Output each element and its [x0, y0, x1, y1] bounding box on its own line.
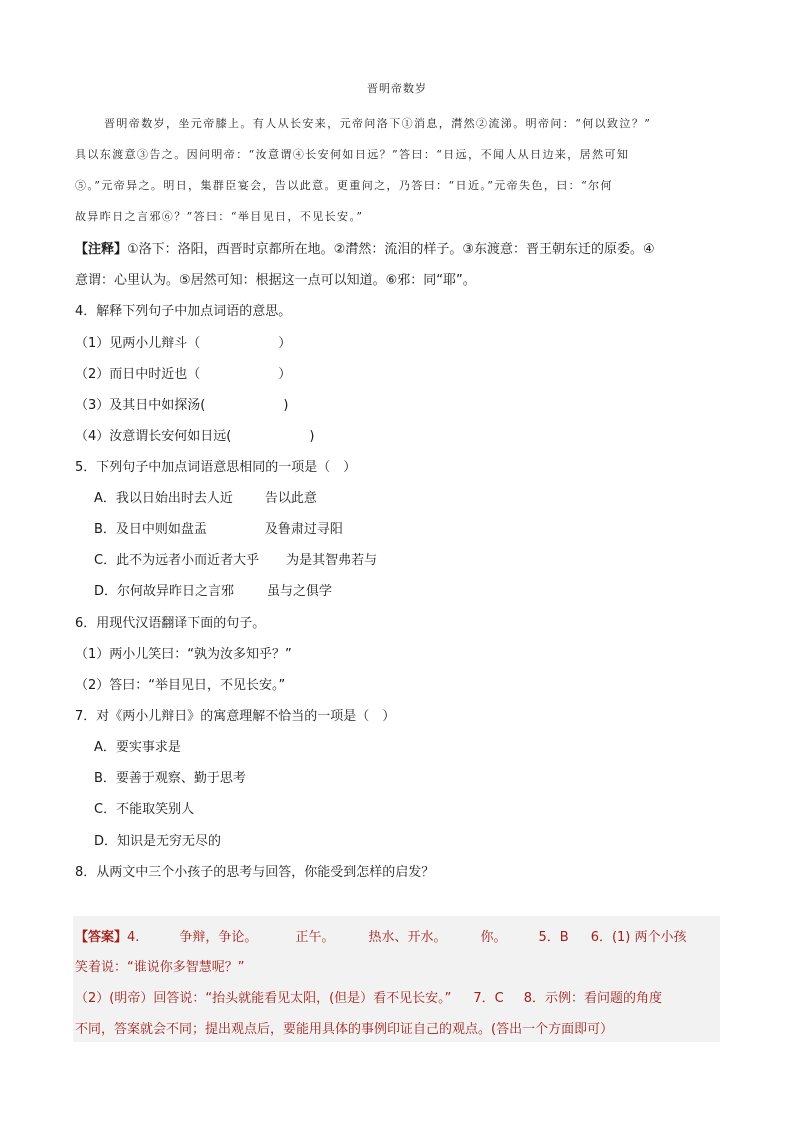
- passage-line-2: 具以东渡意③告之。因问明帝：“汝意谓④长安何如日远？”答曰：“日远，不闻人从日边来，居然可知: [75, 148, 630, 161]
- option-right: 虽与之俱学: [267, 584, 333, 599]
- passage-line-3: ⑤。”元帝异之。明日，集群臣宴会，告以此意。更重问之，乃答曰：“日近。”元帝失色，曰：“尔何: [75, 179, 613, 192]
- option-left: D．尔何故异昨日之言邪: [94, 584, 235, 599]
- answer-4-num: 4.: [127, 930, 140, 945]
- answer-4-1: 争辩，争论。: [179, 930, 258, 945]
- question-6-stem: 6．用现代汉语翻译下面的句子。: [75, 616, 266, 631]
- question-7-option: D．知识是无穷无尽的: [94, 834, 222, 849]
- question-6-item: （2）答曰：“举目见日，不见长安。”: [75, 678, 286, 693]
- answer-4-2: 正午。: [295, 930, 335, 945]
- question-7-stem: 7．对《两小儿辩日》的寓意理解不恰当的一项是（ ）: [75, 709, 396, 724]
- question-5-stem: 5．下列句子中加点词语意思相同的一项是（ ）: [75, 460, 357, 475]
- notes-text-1: ①洛下：洛阳，西晋时京都所在地。②潸然：流泪的样子。③东渡意：晋王朝东迁的原委。④: [127, 242, 655, 257]
- answer-5: 5．B: [538, 930, 569, 945]
- option-right: 及鲁肃过寻阳: [264, 522, 343, 537]
- answer-line-2: 笑着说：“谁说你多智慧呢？”: [75, 960, 245, 975]
- question-7-option: C．不能取笑别人: [94, 802, 195, 817]
- answer-4-3: 热水、开水。: [368, 930, 447, 945]
- question-6-item: （1）两小儿笑曰：“孰为汝多知乎？”: [75, 647, 292, 662]
- answer-8: 8．示例：看问题的角度: [523, 991, 663, 1006]
- question-5-option-b: [94, 518, 343, 537]
- answer-line-3: [75, 987, 662, 1006]
- answer-line-1: [75, 926, 687, 945]
- notes-line-1: [75, 238, 655, 257]
- answer-line-4: 不同，答案就会不同；提出观点后，要能用具体的事例印证自己的观点。(答出一个方面即可）: [75, 1022, 614, 1037]
- question-4-item: （4）汝意谓长安何如日远( ): [75, 429, 315, 444]
- answer-4-4: 你。: [480, 930, 507, 945]
- option-left: A．我以日始出时去人近: [94, 491, 233, 506]
- option-right: 为是其智弗若与: [286, 553, 378, 568]
- passage-line-1: 晋明帝数岁，坐元帝膝上。有人从长安来，元帝问洛下①消息，潸然②流涕。明帝问：“何以致泣？”: [104, 117, 652, 130]
- answer-tag: 【答案】: [75, 930, 128, 945]
- passage-title: 晋明帝数岁: [367, 82, 427, 95]
- question-5-option-d: [94, 580, 332, 599]
- option-right: 告以此意: [264, 491, 317, 506]
- answer-6-1: 6．(1) 两个小孩: [590, 930, 687, 945]
- passage-line-4: 故异昨日之言邪⑥？”答曰：“举目见日，不见长安。”: [75, 210, 364, 223]
- question-4-item: （2）而日中时近也（ ）: [75, 367, 292, 382]
- option-left: B．及日中则如盘盂: [94, 522, 207, 537]
- answer-6-2: （2）(明帝）回答说：“抬头就能看见太阳，(但是）看不见长安。”: [75, 991, 452, 1006]
- question-7-option: A．要实事求是: [94, 740, 181, 755]
- answer-7: 7．C: [473, 991, 504, 1006]
- question-4-item: （1）见两小儿辩斗（ ）: [75, 336, 292, 351]
- question-7-option: B．要善于观察、勤于思考: [94, 771, 246, 786]
- option-left: C．此不为远者小而近者大乎: [94, 553, 260, 568]
- notes-line-2: 意谓：心里认为。⑤居然可知：根据这一点可以知道。⑥邪：同“耶”。: [75, 273, 476, 288]
- question-4-stem: 4．解释下列句子中加点词语的意思。: [75, 304, 292, 319]
- question-5-option-a: [94, 487, 317, 506]
- question-4-item: （3）及其日中如探汤( ): [75, 398, 289, 413]
- question-5-option-c: [94, 549, 377, 568]
- question-8-stem: 8．从两文中三个小孩子的思考与回答，你能受到怎样的启发？: [75, 865, 435, 880]
- notes-heading: 【注释】: [75, 242, 128, 257]
